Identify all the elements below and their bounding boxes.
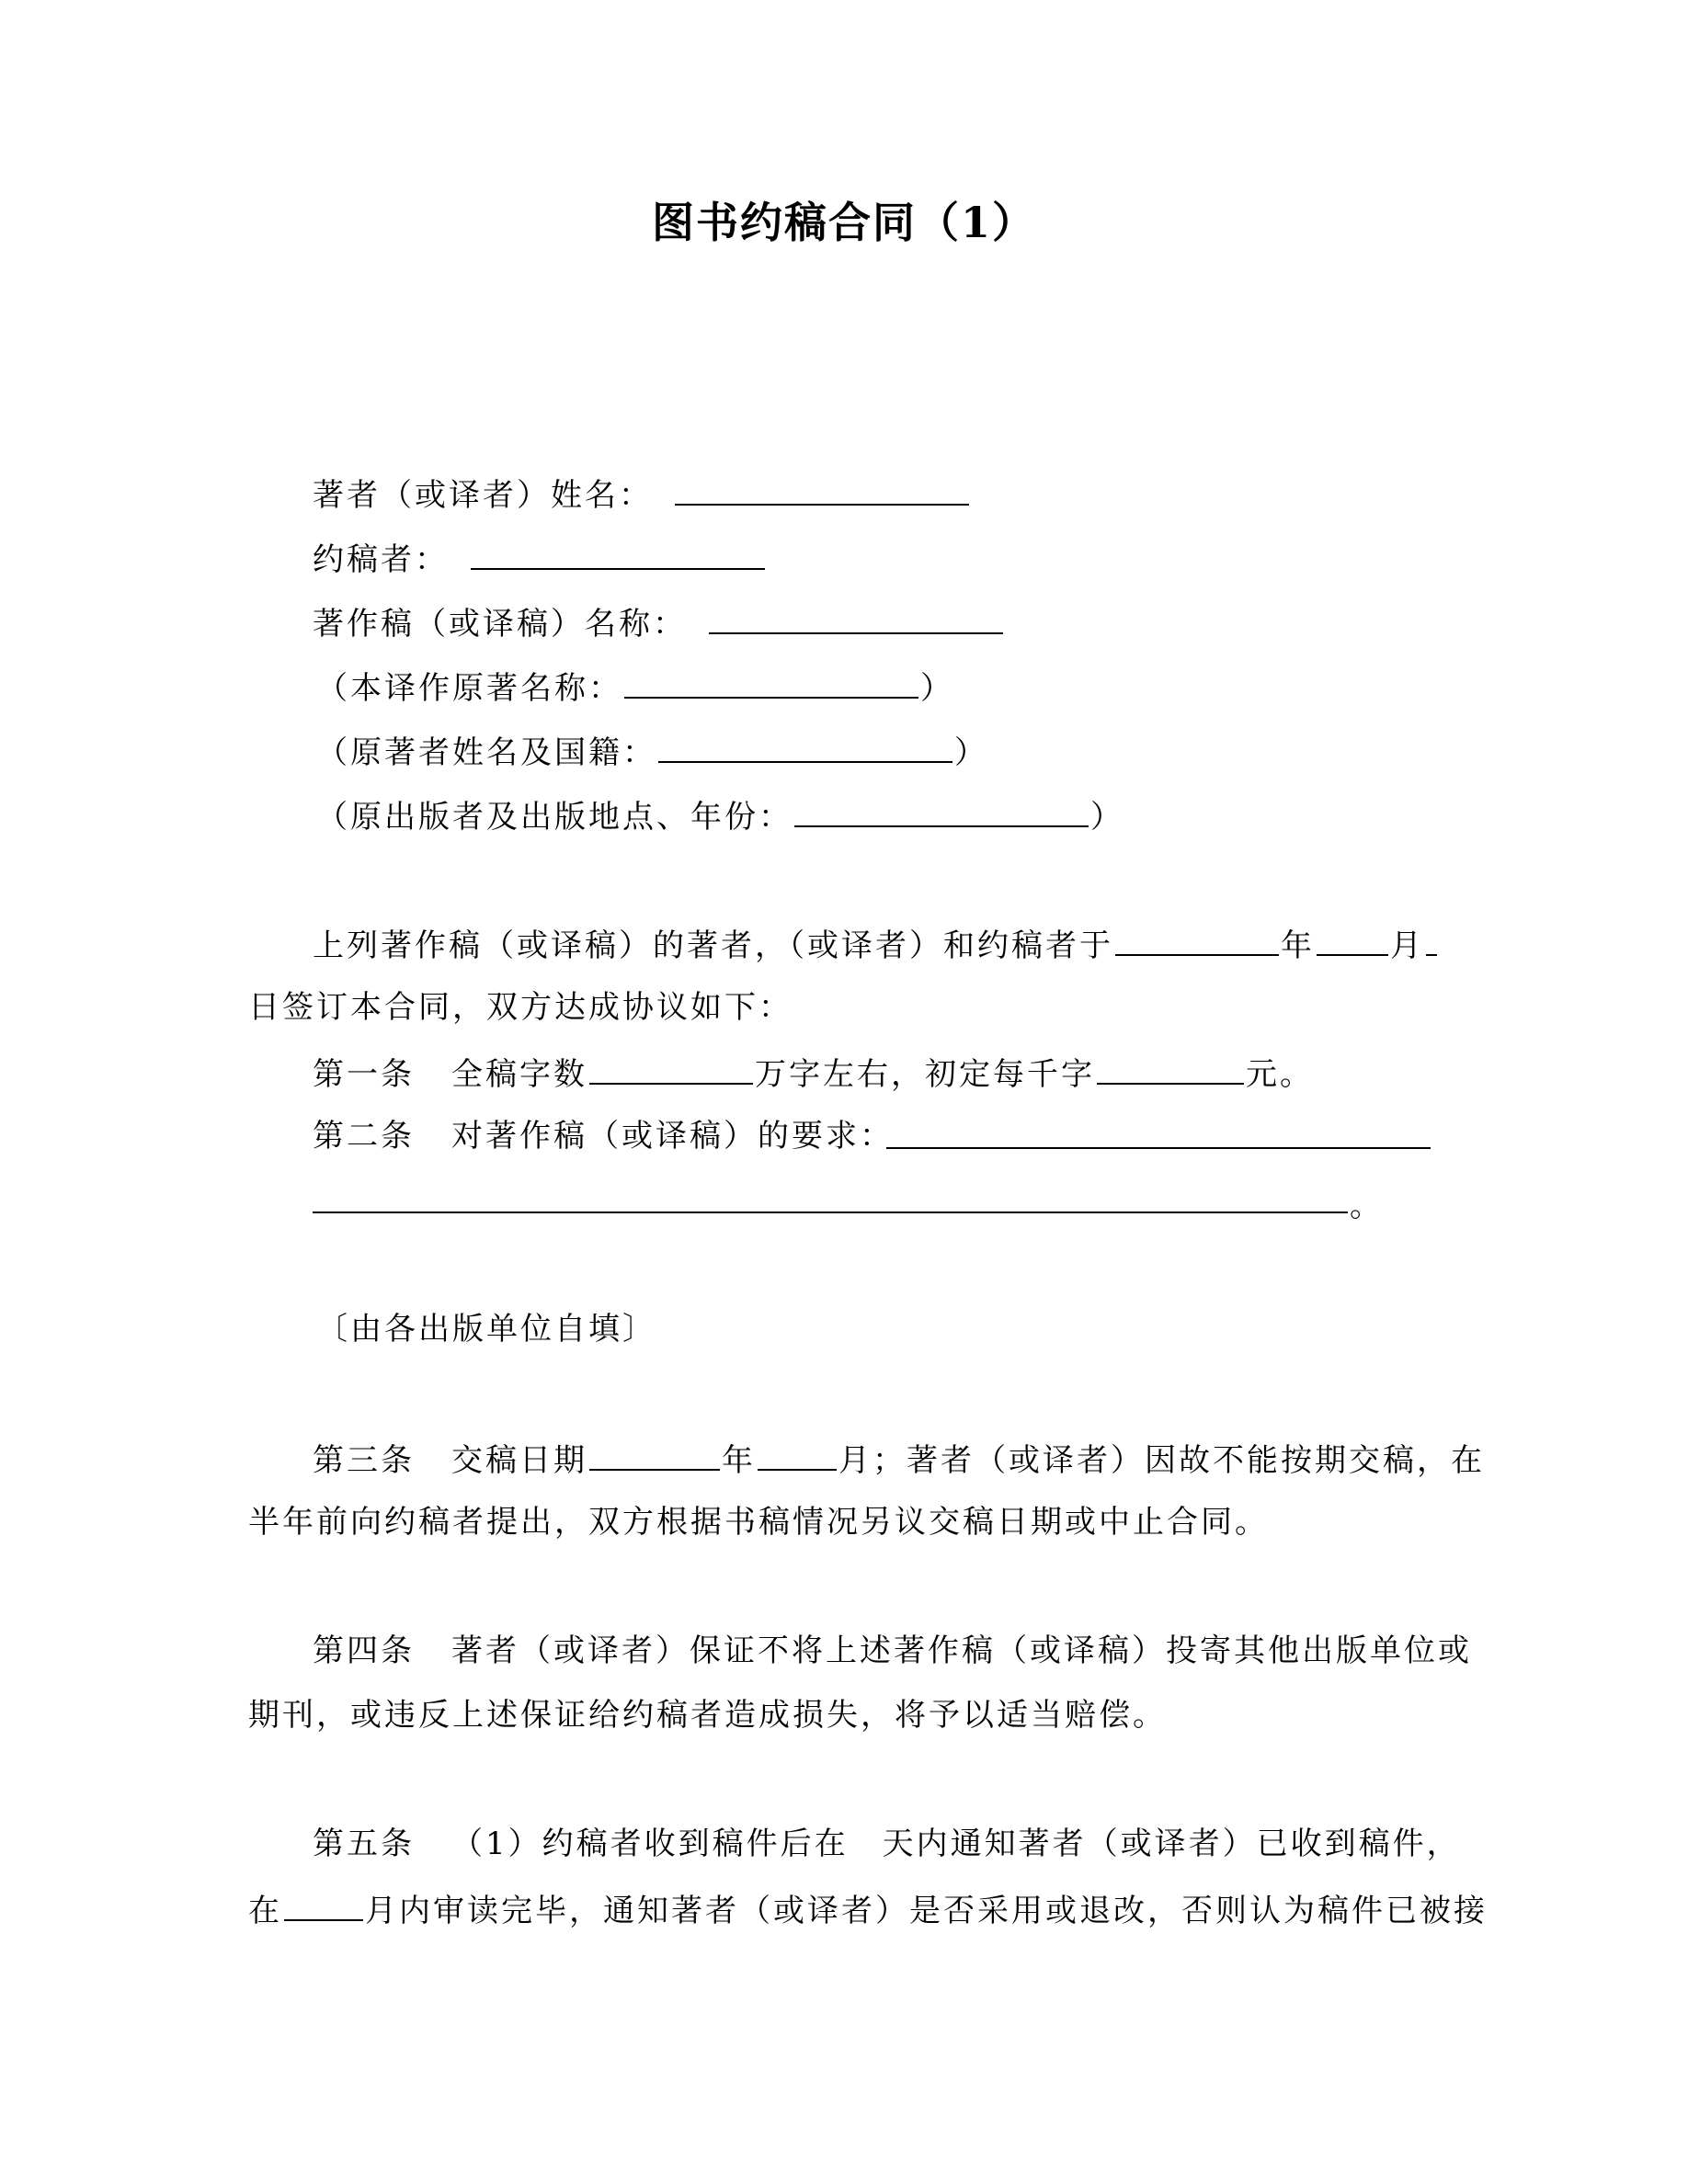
commissioner-line [313, 537, 767, 580]
article-3-text-b: 年 [722, 1442, 756, 1479]
article-4-text: 著者（或译者）保证不将上述著作稿（或译稿）投寄其他出版单位或 [451, 1632, 1472, 1669]
article-4-line-2: 期刊，或违反上述保证给约稿者造成损失，将予以适当赔偿。 [248, 1697, 1167, 1734]
article-4-label: 第四条 [313, 1632, 415, 1669]
article-2-label: 第二条 [313, 1118, 415, 1155]
article-1-label: 第一条 [313, 1056, 415, 1093]
work-title-blank [709, 601, 1003, 634]
original-author-label: （原著者姓名及国籍： [316, 734, 656, 771]
article-1-text-c: 元。 [1246, 1056, 1314, 1093]
article-3-line-2: 半年前向约稿者提出，双方根据书稿情况另议交稿日期或中止合同。 [248, 1504, 1269, 1541]
article-5-text-a: 在 [248, 1893, 282, 1929]
commissioner-label: 约稿者： [313, 541, 449, 578]
preamble-text-c: 月 [1390, 927, 1424, 964]
review-month-blank [284, 1888, 363, 1921]
delivery-year-blank [589, 1438, 720, 1471]
delivery-month-blank [758, 1438, 837, 1471]
article-3-line-1 [313, 1438, 1485, 1481]
article-2-text: 对著作稿（或译稿）的要求： [451, 1118, 894, 1155]
preamble-line-1 [313, 923, 1439, 966]
article-2 [313, 1116, 894, 1156]
document-title: 图书约稿合同（1） [651, 198, 1036, 247]
article-3-text-c: 月；著者（或译者）因故不能按期交稿，在 [838, 1442, 1485, 1479]
original-title-line [316, 665, 954, 709]
article-2-end: 。 [1350, 1188, 1384, 1224]
rate-blank [1097, 1052, 1244, 1085]
original-publisher-line [316, 794, 1124, 837]
work-title-label: 著作稿（或译稿）名称： [313, 606, 687, 643]
commissioner-blank [471, 537, 765, 570]
close-paren: ） [954, 734, 988, 771]
word-count-blank [589, 1052, 753, 1085]
article-3-text-a: 交稿日期 [451, 1442, 587, 1479]
original-title-label: （本译作原著名称： [316, 670, 622, 707]
original-author-line [316, 730, 988, 773]
day-blank [1426, 923, 1437, 956]
close-paren: ） [920, 670, 954, 707]
author-name-line [313, 472, 971, 516]
work-title-line [313, 601, 1005, 644]
article-3-label: 第三条 [313, 1442, 415, 1479]
month-blank [1317, 923, 1388, 956]
original-publisher-label: （原出版者及出版地点、年份： [316, 799, 793, 836]
article-5-text: （1）约稿者收到稿件后在 天内通知著者（或译者）已收到稿件， [451, 1826, 1461, 1862]
close-paren: ） [1090, 799, 1124, 836]
article-1-text-a: 全稿字数 [451, 1056, 587, 1093]
original-author-blank [658, 730, 952, 763]
article-5-label: 第五条 [313, 1826, 415, 1862]
author-name-blank [675, 472, 969, 506]
article-5-text-b: 月内审读完毕，通知著者（或译者）是否采用或退改，否则认为稿件已被接 [365, 1893, 1488, 1929]
fill-note: 〔由各出版单位自填〕 [316, 1311, 656, 1348]
article-5-line-1 [313, 1824, 1461, 1864]
article-1-text-b: 万字左右，初定每千字 [755, 1056, 1095, 1093]
original-publisher-blank [794, 794, 1089, 827]
original-title-blank [624, 665, 918, 699]
article-5-line-2 [248, 1888, 1488, 1931]
author-name-label: 著者（或译者）姓名： [313, 477, 653, 514]
article-4-line-1 [313, 1631, 1472, 1671]
article-2-blank-2 [313, 1211, 1348, 1213]
article-2-blank-1 [886, 1147, 1431, 1149]
preamble-line-2: 日签订本合同，双方达成协议如下： [248, 989, 793, 1026]
preamble-text-a: 上列著作稿（或译稿）的著者，（或译者）和约稿者于 [313, 927, 1113, 964]
article-1 [313, 1052, 1314, 1095]
year-blank [1115, 923, 1279, 956]
preamble-text-b: 年 [1281, 927, 1315, 964]
